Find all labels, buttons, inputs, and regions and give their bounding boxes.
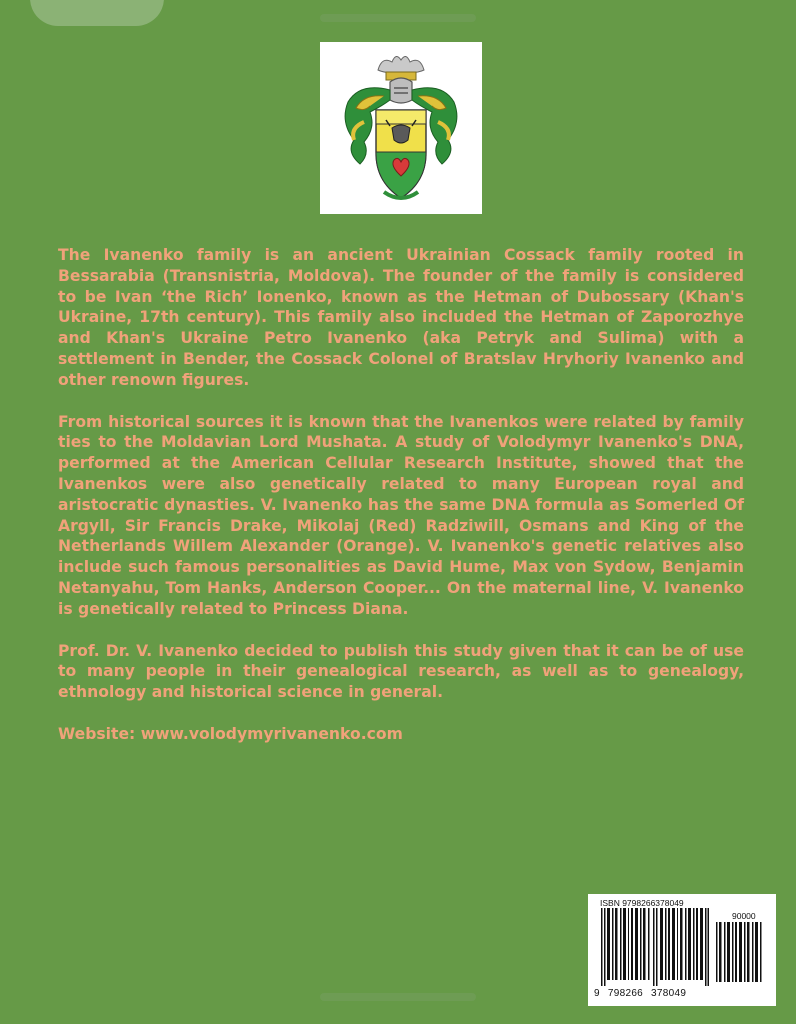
paragraph-history: The Ivanenko family is an ancient Ukrainian Cossack family rooted in Bessarabia (Transnistria, Moldova). The founder of the family is considered to be Ivan ‘the Rich’ Ionenko, known as the Hetman of Dubossary (Khan's Ukraine, 17th century). This family also included the Hetman of Zaporozhye and Khan's Ukraine Petro Ivanenko (aka Petryk and Sulima) with a settlement in Bender, the Cossack Colonel of Bratslav Hryhoriy Ivanenko and other renown figures. [58,246,744,389]
barcode-digit-lead: 9 [594,988,600,999]
barcode-digit-group2: 378049 [651,988,687,999]
description-text [58,245,744,766]
top-smudge [320,14,476,22]
barcode-digit-group1: 798266 [607,988,644,999]
paragraph-dna-study: From historical sources it is known that the Ivanenkos were related by family ties to the Moldavian Lord Mushata. A study of Volodymyr Ivanenko's DNA, performed at the American Cellular Research Institute, showed that the Ivanenkos were also genetically related to many European royal and aristocratic dynasties. V. Ivanenko has the same DNA formula as Somerled Of Argyll, Sir Francis Drake, Mikolaj (Red) Radziwill, Osmans and King of the Netherlands Willem Alexander (Orange). V. Ivanenko's genetic relatives also include such famous personalities as David Hume, Max von Sydow, Benjamin Netanyahu, Tom Hanks, Anderson Cooper... On the maternal line, V. Ivanenko is genetically related to Princess Diana. [58,412,744,618]
paragraph-purpose: Prof. Dr. V. Ivanenko decided to publish this study given that it can be of use to many people in their genealogical research, as well as to genealogy, ethnology and historical science in general. [58,641,744,702]
barcode-digits [594,988,770,999]
corner-tab [30,0,164,26]
coat-of-arms [320,42,482,214]
price-code: 90000 [732,911,756,921]
coat-of-arms-icon [320,42,482,214]
price-addon-bars [716,922,764,982]
bottom-smudge [320,993,476,1001]
barcode [588,894,776,1006]
website-link[interactable]: Website: www.volodymyrivanenko.com [58,724,403,743]
barcode-bars [601,908,709,986]
isbn-label: ISBN 9798266378049 [600,898,684,908]
